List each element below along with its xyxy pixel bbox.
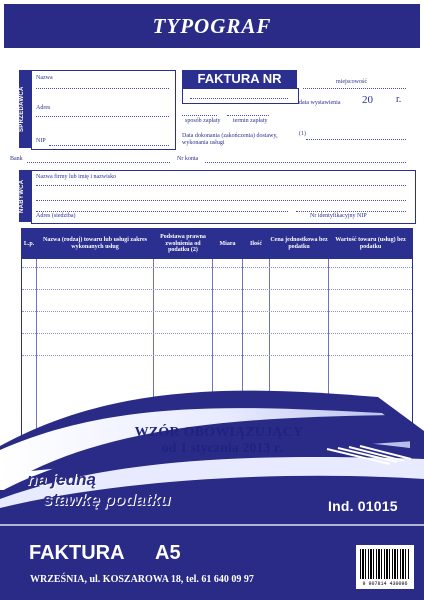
seller-nip-line	[49, 145, 169, 146]
column-measure: Miara	[213, 229, 243, 259]
row-line	[22, 289, 412, 290]
column-unit-price: Cena jednostkowa bez podatku	[270, 229, 329, 259]
buyer-tab: NABYWCA	[19, 170, 31, 222]
brand-bar	[4, 4, 420, 48]
seller-address-line	[36, 116, 169, 117]
brand-logo: TYPOGRAF	[152, 14, 272, 38]
delivery-date-label-2: wykonania usługi	[182, 140, 225, 146]
buyer-name-line	[36, 185, 406, 186]
product-title: FAKTURA	[29, 542, 125, 564]
product-format: A5	[155, 542, 181, 564]
delivery-date-line	[306, 139, 406, 140]
buyer-name-line-2	[36, 200, 406, 201]
notice-line-2: od 1 stycznia 2013 r.	[161, 441, 283, 456]
bank-line	[27, 162, 170, 163]
row-line	[22, 333, 412, 334]
buyer-address-line	[36, 211, 288, 212]
seller-address-label: Adres	[36, 105, 51, 111]
invoice-number-line	[190, 98, 288, 99]
tax-rate-line-1: na jedną	[27, 470, 96, 489]
barcode-label	[356, 545, 414, 589]
column-net-value: Wartość towaru (usług) bez podatku	[329, 229, 412, 259]
column-item-name: Nazwa (rodzaj) towaru lub usługi zakres wykonanych usług	[37, 229, 154, 259]
payment-term-label: termin zapłaty	[233, 118, 268, 124]
seller-name-line	[36, 88, 169, 89]
delivery-date-label: Data dokonania (zakończenia) dostawy,	[182, 133, 278, 139]
buyer-name-label: Nazwa firmy lub imię i nazwisko	[36, 174, 117, 180]
column-lp: L.p.	[22, 229, 37, 259]
seller-name-label: Nazwa	[36, 75, 53, 81]
delivery-date-note: (1)	[299, 131, 306, 137]
seller-tab: SPRZEDAWCA	[19, 70, 31, 148]
row-line	[22, 267, 412, 268]
invoice-number-title: FAKTURA NR	[182, 70, 297, 88]
year-suffix: r.	[396, 94, 402, 105]
barcode-bars	[360, 549, 410, 579]
account-line	[205, 162, 406, 163]
barcode-number: 9 907814 430096	[362, 581, 408, 587]
index-number: Ind. 01015	[328, 498, 398, 514]
notice-line-1: WZÓR OBOWIĄZUJĄCY	[134, 425, 304, 440]
year-prefix: 20	[362, 94, 373, 106]
row-line	[22, 355, 412, 356]
tax-rate-line-2: stawkę podatku	[43, 490, 171, 509]
issue-date-label: data wystawienia	[299, 100, 341, 106]
account-label: Nr konta	[177, 156, 199, 162]
payment-method-line	[182, 115, 217, 116]
place-line	[303, 88, 406, 89]
payment-term-line	[227, 115, 269, 116]
buyer-nip-label: Nr identyfikacyjny NIP	[310, 213, 367, 219]
bank-label: Bank	[10, 156, 23, 162]
invoice-number-box	[182, 88, 299, 104]
row-line	[22, 311, 412, 312]
seller-nip-label: NIP	[36, 138, 46, 144]
publisher-address: WRZEŚNIA, ul. KOSZAROWA 18, tel. 61 640 09 97	[30, 574, 254, 585]
buyer-address-label: Adres (siedziba)	[36, 213, 76, 219]
seller-box	[31, 70, 176, 150]
payment-method-label: sposób zapłaty	[185, 118, 221, 124]
column-tax-exemption: Podstawa prawna zwolnienia od podatku (2)	[154, 229, 213, 259]
place-label: miejscowość	[336, 79, 367, 85]
buyer-nip-line	[296, 211, 406, 212]
column-quantity: Ilość	[243, 229, 270, 259]
